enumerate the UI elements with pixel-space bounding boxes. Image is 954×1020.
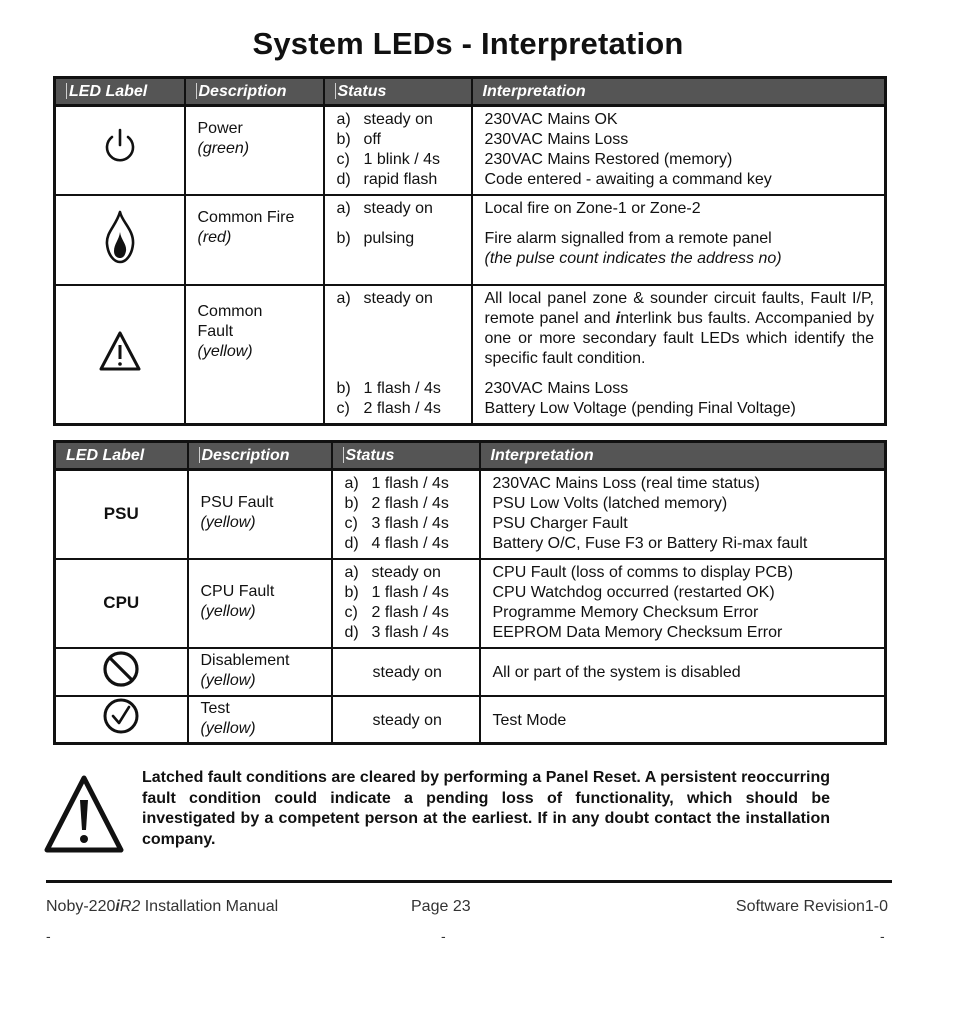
description-text: Test — [200, 699, 230, 717]
led-label-cell — [55, 470, 188, 559]
interpretation-cell — [480, 696, 886, 744]
check-icon — [102, 697, 140, 735]
interpretation-line: Programme Memory Checksum Error — [492, 603, 759, 621]
page-title: System LEDs - Interpretation — [252, 26, 684, 61]
status-item: a) steady on — [344, 563, 441, 581]
footer-dash-left: - — [46, 928, 51, 944]
interpretation-line: 230VAC Mains Loss (real time status) — [492, 475, 760, 492]
footer-dash-center: - — [441, 928, 446, 944]
interpretation-line: Battery O/C, Fuse F3 or Battery Ri-max fault — [492, 535, 808, 552]
status-item: d) 4 flash / 4s — [344, 535, 449, 552]
header-interpretation: Interpretation — [472, 78, 886, 106]
interpretation-line: EEPROM Data Memory Checksum Error — [492, 623, 783, 641]
table-row — [55, 470, 886, 559]
disabled-icon — [102, 650, 140, 688]
footer-page-number: Page 23 — [411, 898, 471, 915]
led-label-cell — [55, 696, 188, 744]
interpretation-cell — [480, 559, 886, 648]
interpretation-line: 230VAC Mains OK — [484, 111, 618, 128]
status-cell — [332, 559, 480, 648]
led-label-cell — [55, 559, 188, 648]
header-description: Description — [185, 78, 324, 106]
description-cell — [188, 648, 332, 696]
description-text: PSU Fault — [200, 494, 274, 511]
interpretation-line: CPU Watchdog occurred (restarted OK) — [492, 583, 775, 601]
interpretation-line: Fire alarm signalled from a remote panel — [484, 229, 772, 247]
status-cell — [324, 195, 472, 285]
description-cell — [188, 470, 332, 559]
interpretation-line: Test Mode — [492, 711, 567, 729]
status-item: d) 3 flash / 4s — [344, 623, 449, 641]
interpretation-line: (the pulse count indicates the address no) — [484, 249, 782, 267]
header-led-label: LED Label — [55, 442, 188, 470]
description-cell — [188, 696, 332, 744]
description-color: (yellow) — [200, 671, 256, 689]
table-row — [55, 195, 886, 285]
status-text: steady on — [372, 711, 442, 729]
header-status: Status — [324, 78, 472, 106]
status-item: a) 1 flash / 4s — [344, 475, 449, 492]
description-text: Power — [197, 120, 243, 137]
interpretation-line: All or part of the system is disabled — [492, 664, 741, 681]
interpretation-cell — [472, 106, 886, 195]
table-header-row — [55, 78, 886, 106]
description-color: (red) — [197, 228, 232, 246]
table-header-row — [55, 442, 886, 470]
interpretation-cell — [472, 285, 886, 425]
fire-icon — [104, 210, 136, 264]
warning-icon — [98, 330, 142, 372]
status-item: c) 3 flash / 4s — [344, 515, 449, 532]
header-interpretation: Interpretation — [480, 442, 886, 470]
status-item: b) 2 flash / 4s — [344, 495, 449, 512]
interpretation-line: PSU Charger Fault — [492, 515, 628, 532]
status-item: b) pulsing — [336, 229, 415, 247]
footer-manual-title: Noby-220iR2 Installation Manual — [46, 898, 279, 915]
interpretation-line: 230VAC Mains Loss — [484, 131, 629, 148]
interpretation-cell — [480, 648, 886, 696]
status-cell — [324, 106, 472, 195]
interpretation-line: 230VAC Mains Restored (memory) — [484, 151, 733, 168]
header-description: Description — [188, 442, 332, 470]
led-label-cell — [55, 285, 185, 425]
interpretation-line: 230VAC Mains Loss — [484, 379, 629, 397]
description-cell — [188, 559, 332, 648]
status-text: steady on — [372, 664, 442, 681]
footer-rule — [46, 880, 892, 883]
description-color: (yellow) — [200, 514, 256, 531]
led-label-text: PSU — [103, 503, 139, 523]
power-icon — [102, 127, 138, 167]
table-row — [55, 559, 886, 648]
footer-dash-right: - — [880, 928, 885, 944]
status-item: c) 2 flash / 4s — [336, 399, 441, 417]
status-item: b) off — [336, 131, 381, 148]
interpretation-line: Local fire on Zone-1 or Zone-2 — [484, 199, 701, 217]
led-table-2 — [53, 440, 887, 745]
status-item: a) steady on — [336, 289, 433, 307]
status-cell — [332, 470, 480, 559]
status-cell — [332, 696, 480, 744]
description-text: Common — [197, 302, 263, 320]
description-text: Disablement — [200, 651, 290, 669]
interpretation-line: Code entered - awaiting a command key — [484, 171, 772, 188]
status-item: a) steady on — [336, 199, 433, 217]
status-item: c) 2 flash / 4s — [344, 603, 449, 621]
table-row — [55, 648, 886, 696]
description-text: Fault — [197, 322, 234, 340]
header-led-label: LED Label — [55, 78, 185, 106]
description-color: (green) — [197, 140, 250, 157]
caution-icon — [44, 774, 124, 854]
led-label-cell — [55, 648, 188, 696]
description-color: (yellow) — [200, 719, 256, 737]
led-table-1 — [53, 76, 887, 426]
note-text: Latched fault conditions are cleared by performing a Panel Reset. A persistent reoccurring fault condition could indicate a pending loss of functionality, which should be investigated by a competent person at the earliest. If in any doubt contact the installation company. — [142, 769, 830, 848]
description-text: CPU Fault — [200, 582, 275, 600]
interpretation-cell — [472, 195, 886, 285]
table-row — [55, 106, 886, 195]
footer-revision: Software Revision1-0 — [735, 898, 888, 915]
description-color: (yellow) — [197, 342, 253, 360]
description-cell — [185, 285, 324, 425]
status-item: b) 1 flash / 4s — [336, 379, 441, 397]
interpretation-paragraph: All local panel zone & sounder circuit faults, Fault I/P, remote panel and interlink bus faults. Accompanied by one or more secondary fault LEDs which identify the specific fault condition. — [484, 289, 874, 367]
table-row — [55, 285, 886, 425]
description-cell — [185, 195, 324, 285]
interpretation-line: Battery Low Voltage (pending Final Voltage) — [484, 399, 796, 417]
status-item: d) rapid flash — [336, 171, 438, 188]
interpretation-line: CPU Fault (loss of comms to display PCB) — [492, 563, 794, 581]
interpretation-line: PSU Low Volts (latched memory) — [492, 495, 728, 512]
status-cell — [332, 648, 480, 696]
description-color: (yellow) — [200, 602, 256, 620]
led-label-cell — [55, 195, 185, 285]
interpretation-cell — [480, 470, 886, 559]
status-cell — [324, 285, 472, 425]
table-row — [55, 696, 886, 744]
header-status: Status — [332, 442, 480, 470]
status-item: b) 1 flash / 4s — [344, 583, 449, 601]
status-item: a) steady on — [336, 111, 433, 128]
led-label-cell — [55, 106, 185, 195]
status-item: c) 1 blink / 4s — [336, 151, 440, 168]
led-label-text: CPU — [103, 592, 140, 612]
description-text: Common Fire — [197, 208, 295, 226]
description-cell — [185, 106, 324, 195]
